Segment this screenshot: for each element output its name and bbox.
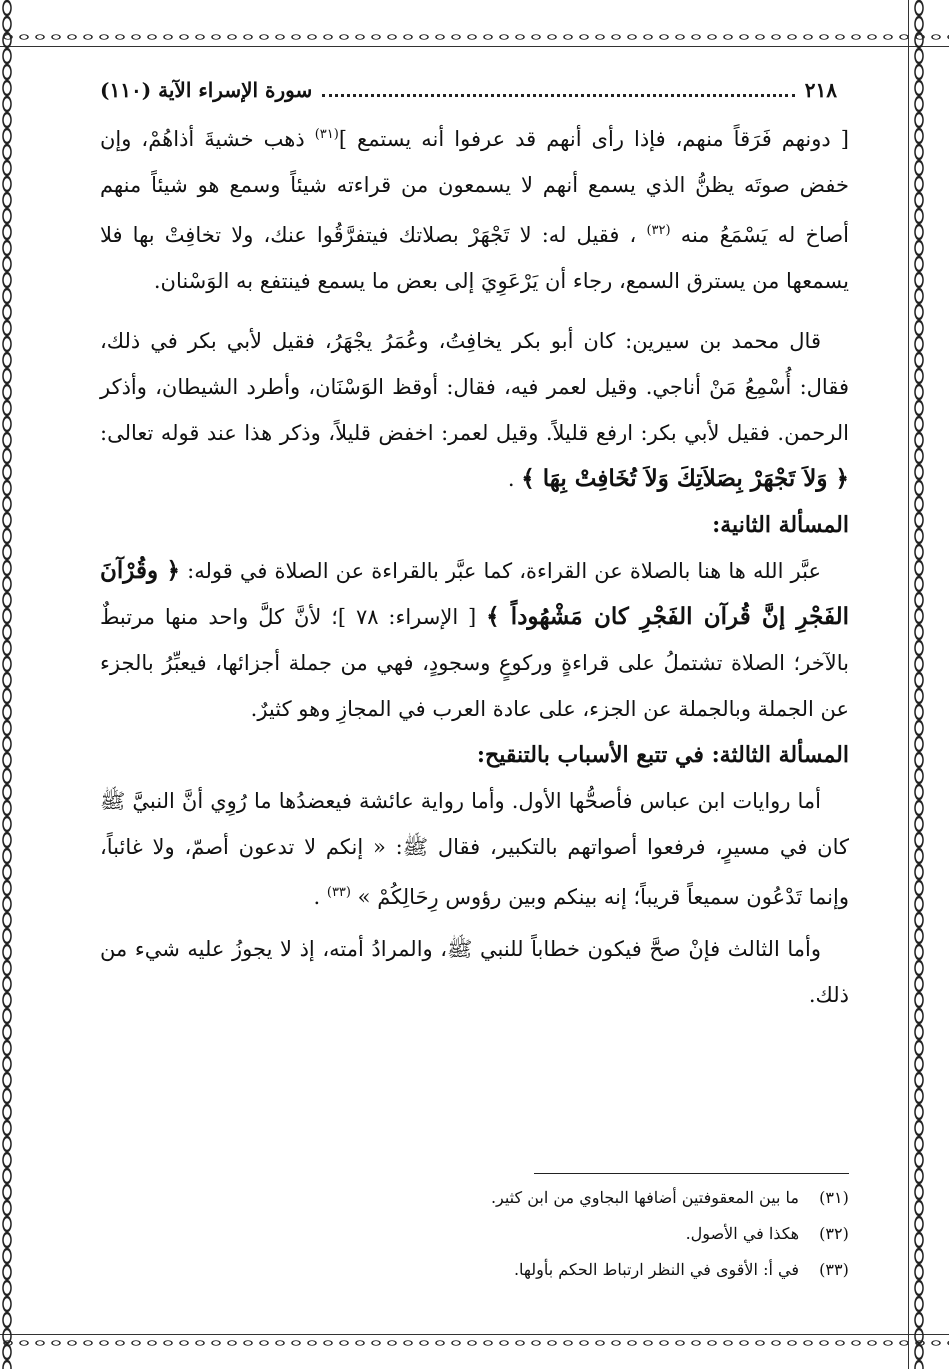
paragraph-5: وأما الثالث فإنْ صحَّ فيكون خطاباً للنبي ﷺ، والمرادُ أمته، إذ لا يجوزُ عليه شيء من ذلك.	[100, 937, 849, 1007]
paragraph-2	[100, 318, 849, 502]
footnote-text: ما بين المعقوفتين أضافها البجاوي من ابن كثير.	[490, 1188, 799, 1207]
para4-text: أما روايات ابن عباس فأصحُّها الأول. وأما رواية عائشة فيعضدُها ما رُوِي أنَّ النبيَّ ﷺ كان في مسيرٍ، فرفعوا أصواتهم بالتكبير، فقال ﷺ: « إنكم لا تدعون أصمّ، ولا غائباً، وإنما تَدْعُون سميعاً قريباً؛ إنه بينكم وبين رؤوس رِحَالِكُمْ »	[100, 789, 849, 909]
para4-end: .	[313, 885, 321, 909]
heading-third-issue: المسألة الثالثة: في تتبع الأسباب بالتنقيح:	[476, 742, 849, 768]
footnote-33	[100, 1252, 869, 1288]
para3-text: عبَّر الله ها هنا بالصلاة عن القراءة، كما عبَّر بالقراءة عن الصلاة في قوله:	[187, 559, 821, 583]
footnote-31	[100, 1180, 869, 1216]
quran-verse-2: ﴿ وقُرْآنَ الفَجْرِ إنَّ قُرآن الفَجْرِ كان مَشْهُوداً ﴾	[100, 557, 849, 630]
right-border	[912, 0, 926, 1369]
paragraph-3	[100, 548, 849, 732]
top-border-line	[0, 46, 949, 47]
para3-ref: [ الإسراء: ٧٨ ]؛ لأنَّ كلَّ واحد منها مرتبطٌ بالآخر؛ الصلاة تشتملُ على قراءةٍ وركوعٍ وسجودٍ، فهي من جملة أجزائها، فيعبِّرُ بالجزء عن الجملة وبالجملة عن الجزء، على عادة العرب في المجازِ وهو كثيرٌ.	[100, 605, 849, 721]
para1-part2: ذهب خشيةَ أذاهُمْ، وإن خفض صوتَه يظنُّ الذي يسمع أنهم لا يسمعون من قراءته شيئاً وسمع هو شيئاً منهم أصاخ له يَسْمَعُ منه	[100, 127, 850, 247]
footnote-rule	[534, 1173, 849, 1174]
page-header	[100, 78, 837, 102]
footnote-text: هكذا في الأصول.	[685, 1224, 799, 1243]
paragraph-1	[100, 112, 849, 304]
quran-verse-1: ﴿ وَلاَ تَجْهَرْ بِصَلاَتِكَ وَلاَ تُخَافِتْ بِهَا ﴾	[521, 465, 849, 492]
left-border	[0, 0, 14, 1369]
para1-part3: ، فقيل له: لا تَجْهَرْ بصلاتك فيتفرَّقُوا عنك، ولا تخافِتْ بها فلا يسمعها من يسترق السمع، رجاء أن يَرْعَوِيَ إلى بعض ما يسمع فينتفع به الوَسْنان.	[100, 223, 849, 293]
right-border-line	[908, 0, 909, 1369]
footnote-32	[100, 1216, 869, 1252]
footnote-number: (٣١)	[819, 1188, 849, 1207]
footnote-ref-32[interactable]: (٣٢)	[646, 223, 671, 238]
header-dots	[322, 82, 795, 97]
footnote-ref-33[interactable]: (٣٣)	[326, 885, 351, 900]
footnote-number: (٣٢)	[819, 1224, 849, 1243]
footnote-text: في أ: الأقوى في النظر ارتباط الحكم بأولها.	[513, 1260, 799, 1279]
para2-end: .	[507, 467, 515, 491]
page-number: ٢١٨	[804, 78, 837, 102]
paragraph-4	[100, 778, 849, 920]
footnote-ref-31[interactable]: (٣١)	[314, 127, 339, 142]
page-body	[100, 78, 849, 1018]
para2-text: قال محمد بن سيرين: كان أبو بكر يخافِتُ، وعُمَرُ يجْهَرُ، فقيل لأبي بكر في ذلك، فقال: أُسْمِعُ مَنْ أناجي. وقيل لعمر فيه، فقال: أوقظ الوَسْنَان، وأطرد الشيطان، وأذكر الرحمن. فقيل لأبي بكر: ارفع قليلاً. وقيل لعمر: اخفض قليلاً، وذكر هذا عند قوله تعالى:	[100, 329, 849, 445]
footnotes	[100, 1180, 869, 1288]
page-title: سورة الإسراء الآية (١١٠)	[100, 78, 313, 102]
footnote-number: (٣٣)	[819, 1260, 849, 1279]
heading-second-issue: المسألة الثانية:	[712, 512, 849, 538]
bottom-border-line	[0, 1334, 949, 1335]
bottom-border	[0, 1336, 949, 1350]
spacer	[100, 304, 849, 318]
para1-part1: [ دونهم فَرَقاً منهم، فإذا رأى أنهم قد عرفوا أنه يستمع ]	[338, 127, 849, 151]
top-border	[0, 30, 949, 44]
